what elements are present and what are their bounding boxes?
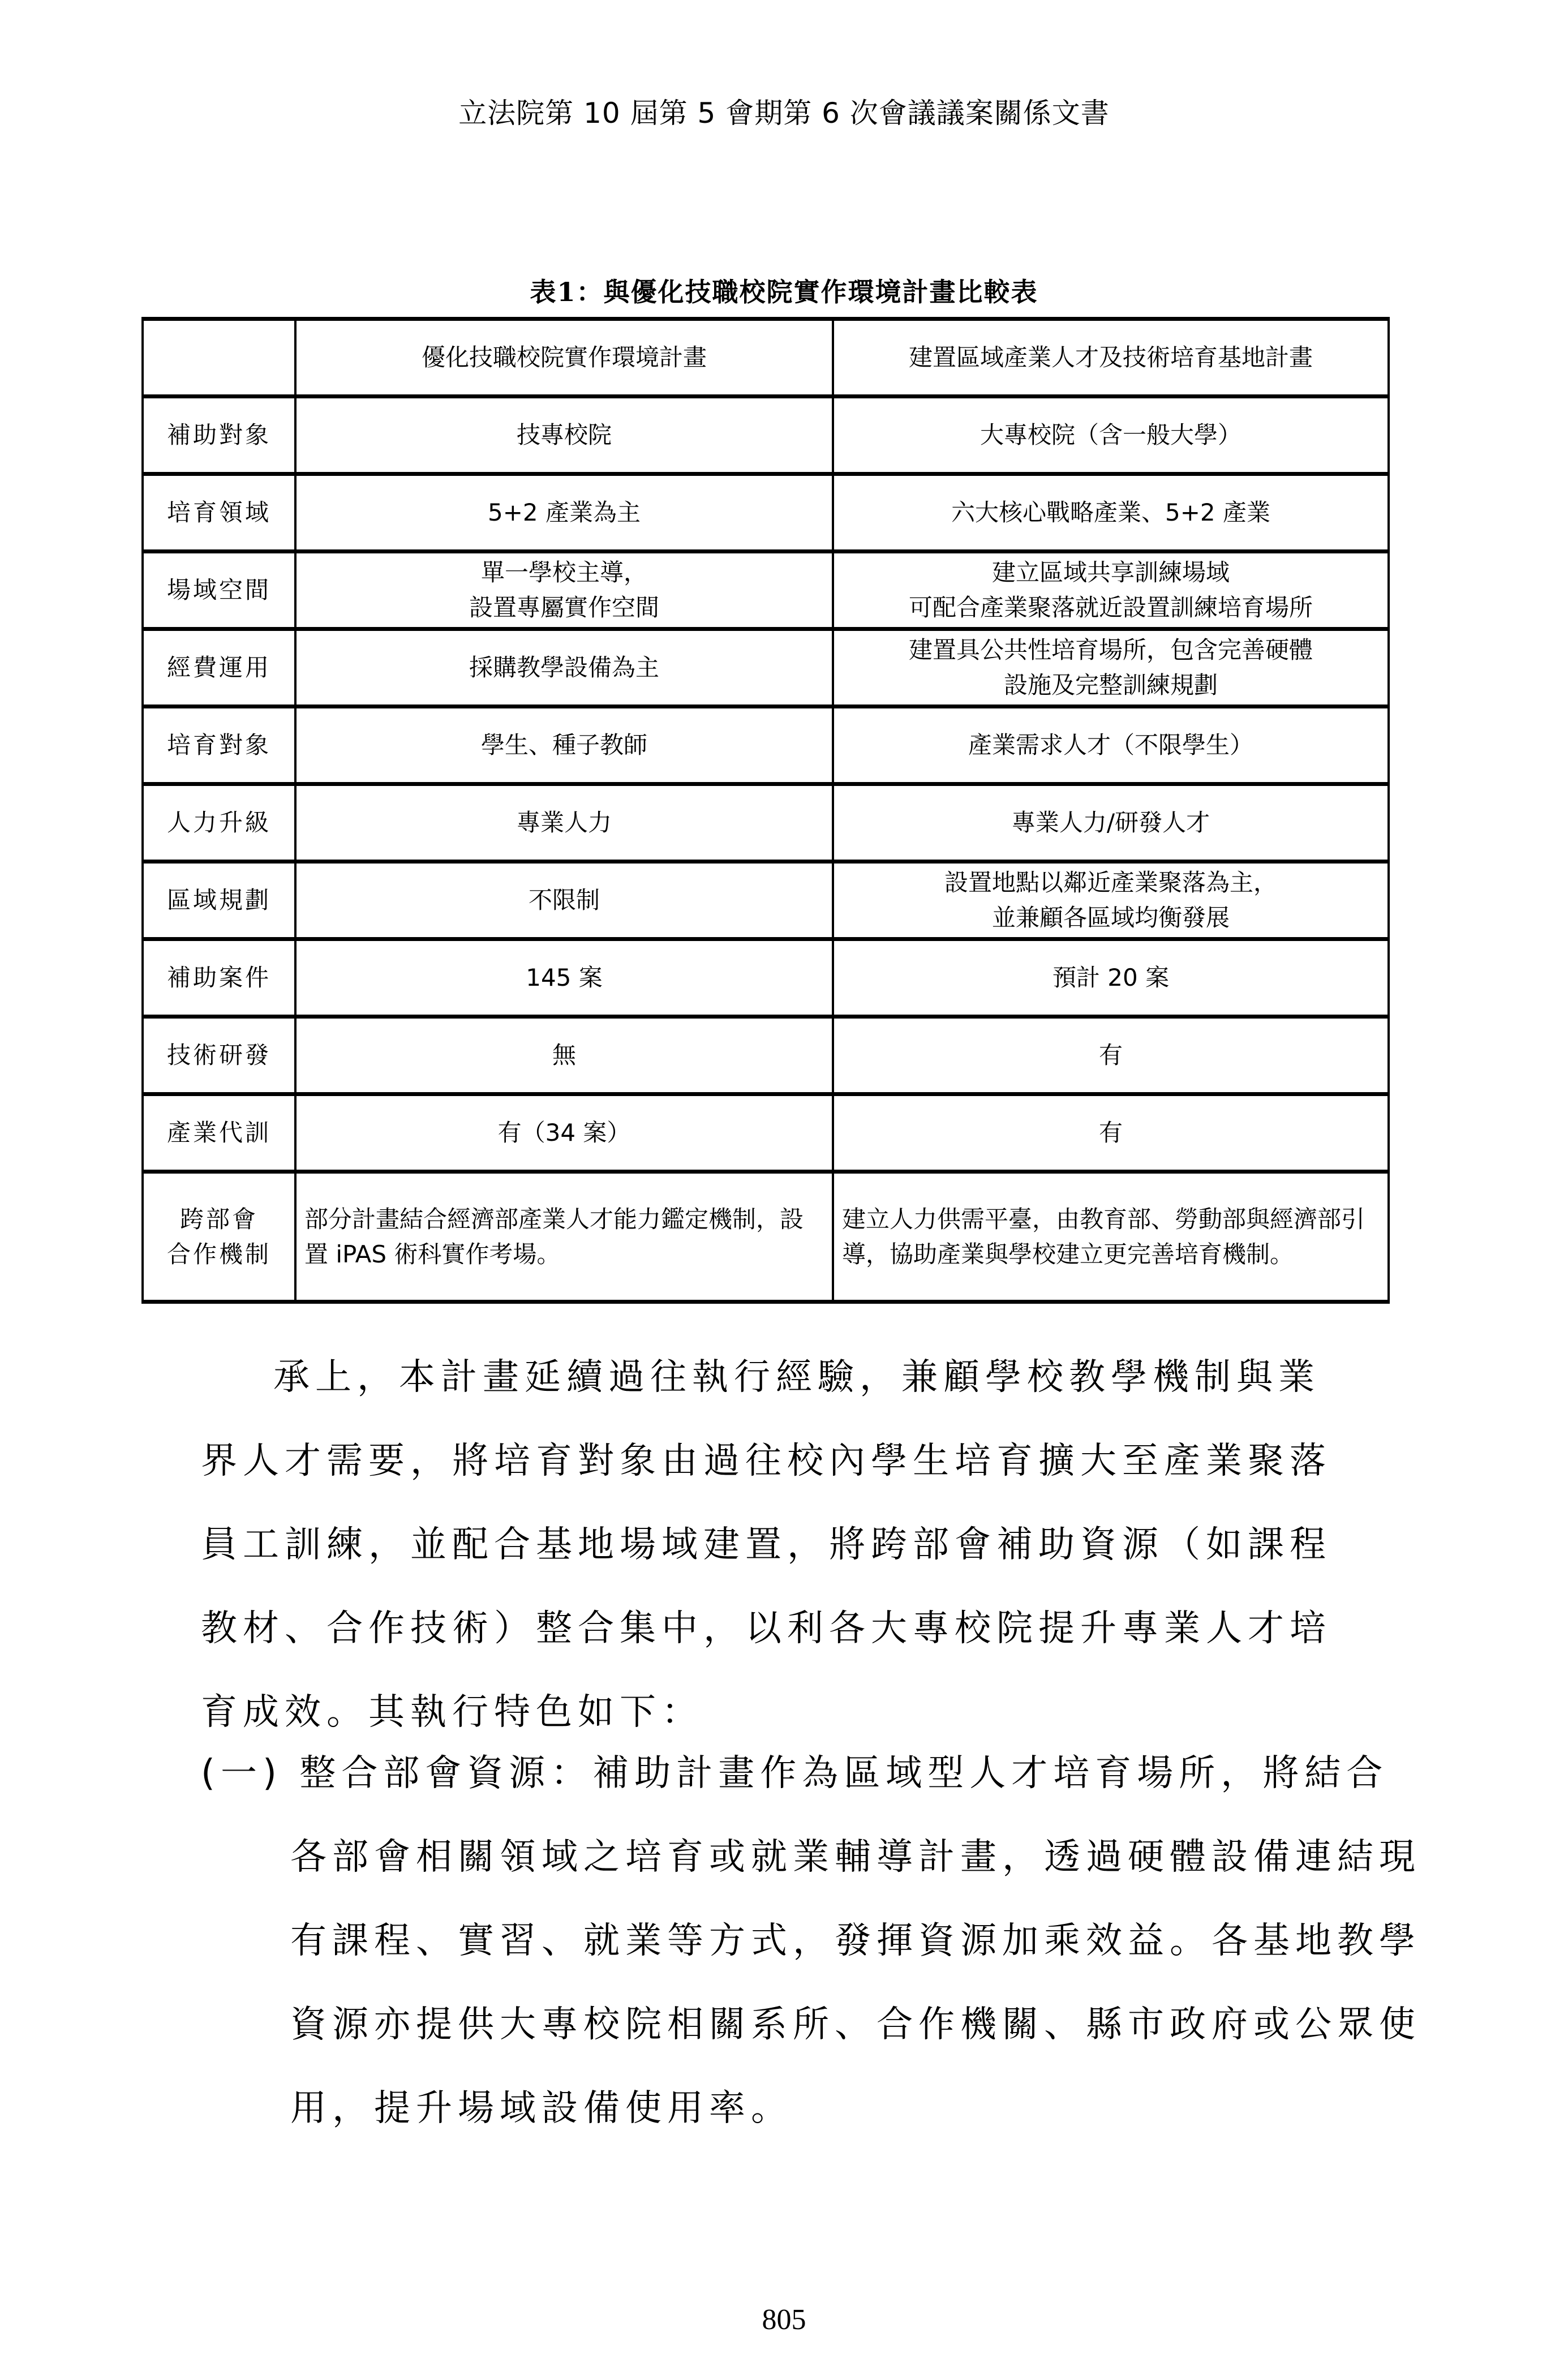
body-paragraph: 承上，本計畫延續過往執行經驗，兼顧學校教學機制與業界人才需要，將培育對象由過往校內學生培育擴大至產業聚落員工訓練，並配合基地場域建置，將跨部會補助資源（如課程教材、合作技術）整合集中，以利各大專校院提升專業人才培育成效。其執行特色如下： bbox=[201, 1356, 1331, 1733]
running-header: 立法院第 10 屆第 5 會期第 6 次會議議案關係文書 bbox=[458, 97, 1110, 130]
page-number: 805 bbox=[762, 2304, 806, 2336]
row-label-cell: 補助對象 bbox=[143, 397, 295, 474]
existing-plan-cell: 145 案 bbox=[295, 939, 833, 1017]
table-caption: 表1：與優化技職校院實作環境計畫比較表 bbox=[530, 277, 1038, 307]
new-plan-cell: 六大核心戰略產業、5+2 產業 bbox=[833, 474, 1389, 552]
table-row bbox=[143, 862, 1389, 939]
existing-plan-cell: 技專校院 bbox=[295, 397, 833, 474]
table-row bbox=[143, 784, 1389, 862]
new-plan-cell: 建置具公共性培育場所，包含完善硬體 設施及完整訓練規劃 bbox=[833, 629, 1389, 707]
row-label-cell: 場域空間 bbox=[143, 552, 295, 629]
header-cell-empty bbox=[143, 319, 295, 397]
row-label-cell: 技術研發 bbox=[143, 1017, 295, 1094]
row-label-cell: 經費運用 bbox=[143, 629, 295, 707]
existing-plan-cell: 學生、種子教師 bbox=[295, 707, 833, 784]
existing-plan-cell: 不限制 bbox=[295, 862, 833, 939]
table-row bbox=[143, 1172, 1389, 1302]
row-label-cell: 人力升級 bbox=[143, 784, 295, 862]
header-cell-existing-plan: 優化技職校院實作環境計畫 bbox=[295, 319, 833, 397]
new-plan-cell: 專業人力/研發人才 bbox=[833, 784, 1389, 862]
table-row bbox=[143, 552, 1389, 629]
table-header-row bbox=[143, 319, 1389, 397]
new-plan-cell: 建立人力供需平臺，由教育部、勞動部與經濟部引導，協助產業與學校建立更完善培育機制。 bbox=[833, 1172, 1389, 1302]
table-row bbox=[143, 629, 1389, 707]
table-row bbox=[143, 474, 1389, 552]
new-plan-cell: 建立區域共享訓練場域 可配合產業聚落就近設置訓練培育場所 bbox=[833, 552, 1389, 629]
new-plan-cell: 有 bbox=[833, 1017, 1389, 1094]
list-item bbox=[201, 1732, 1422, 2150]
existing-plan-cell: 有（34 案） bbox=[295, 1094, 833, 1172]
existing-plan-cell: 5+2 產業為主 bbox=[295, 474, 833, 552]
existing-plan-cell: 單一學校主導， 設置專屬實作空間 bbox=[295, 552, 833, 629]
comparison-table bbox=[141, 317, 1390, 1304]
new-plan-cell: 大專校院（含一般大學） bbox=[833, 397, 1389, 474]
table-row bbox=[143, 1094, 1389, 1172]
table-row bbox=[143, 707, 1389, 784]
row-label-cell: 培育對象 bbox=[143, 707, 295, 784]
new-plan-cell: 設置地點以鄰近產業聚落為主， 並兼顧各區域均衡發展 bbox=[833, 862, 1389, 939]
list-item-marker: (一) bbox=[201, 1752, 282, 1794]
list-item-text: 整合部會資源：補助計畫作為區域型人才培育場所，將結合各部會相關領域之培育或就業輔導計畫，透過硬體設備連結現有課程、實習、就業等方式，發揮資源加乘效益。各基地教學資源亦提供大專校院相關系所、合作機關、縣市政府或公眾使用，提升場域設備使用率。 bbox=[290, 1752, 1421, 2129]
row-label-cell: 跨部會 合作機制 bbox=[143, 1172, 295, 1302]
row-label-cell: 產業代訓 bbox=[143, 1094, 295, 1172]
row-label-cell: 培育領域 bbox=[143, 474, 295, 552]
existing-plan-cell: 採購教學設備為主 bbox=[295, 629, 833, 707]
table-row bbox=[143, 397, 1389, 474]
row-label-cell: 補助案件 bbox=[143, 939, 295, 1017]
existing-plan-cell: 部分計畫結合經濟部產業人才能力鑑定機制，設置 iPAS 術科實作考場。 bbox=[295, 1172, 833, 1302]
new-plan-cell: 產業需求人才（不限學生） bbox=[833, 707, 1389, 784]
existing-plan-cell: 專業人力 bbox=[295, 784, 833, 862]
existing-plan-cell: 無 bbox=[295, 1017, 833, 1094]
new-plan-cell: 預計 20 案 bbox=[833, 939, 1389, 1017]
header-cell-new-plan: 建置區域產業人才及技術培育基地計畫 bbox=[833, 319, 1389, 397]
table-row bbox=[143, 939, 1389, 1017]
row-label-cell: 區域規劃 bbox=[143, 862, 295, 939]
new-plan-cell: 有 bbox=[833, 1094, 1389, 1172]
table-row bbox=[143, 1017, 1389, 1094]
